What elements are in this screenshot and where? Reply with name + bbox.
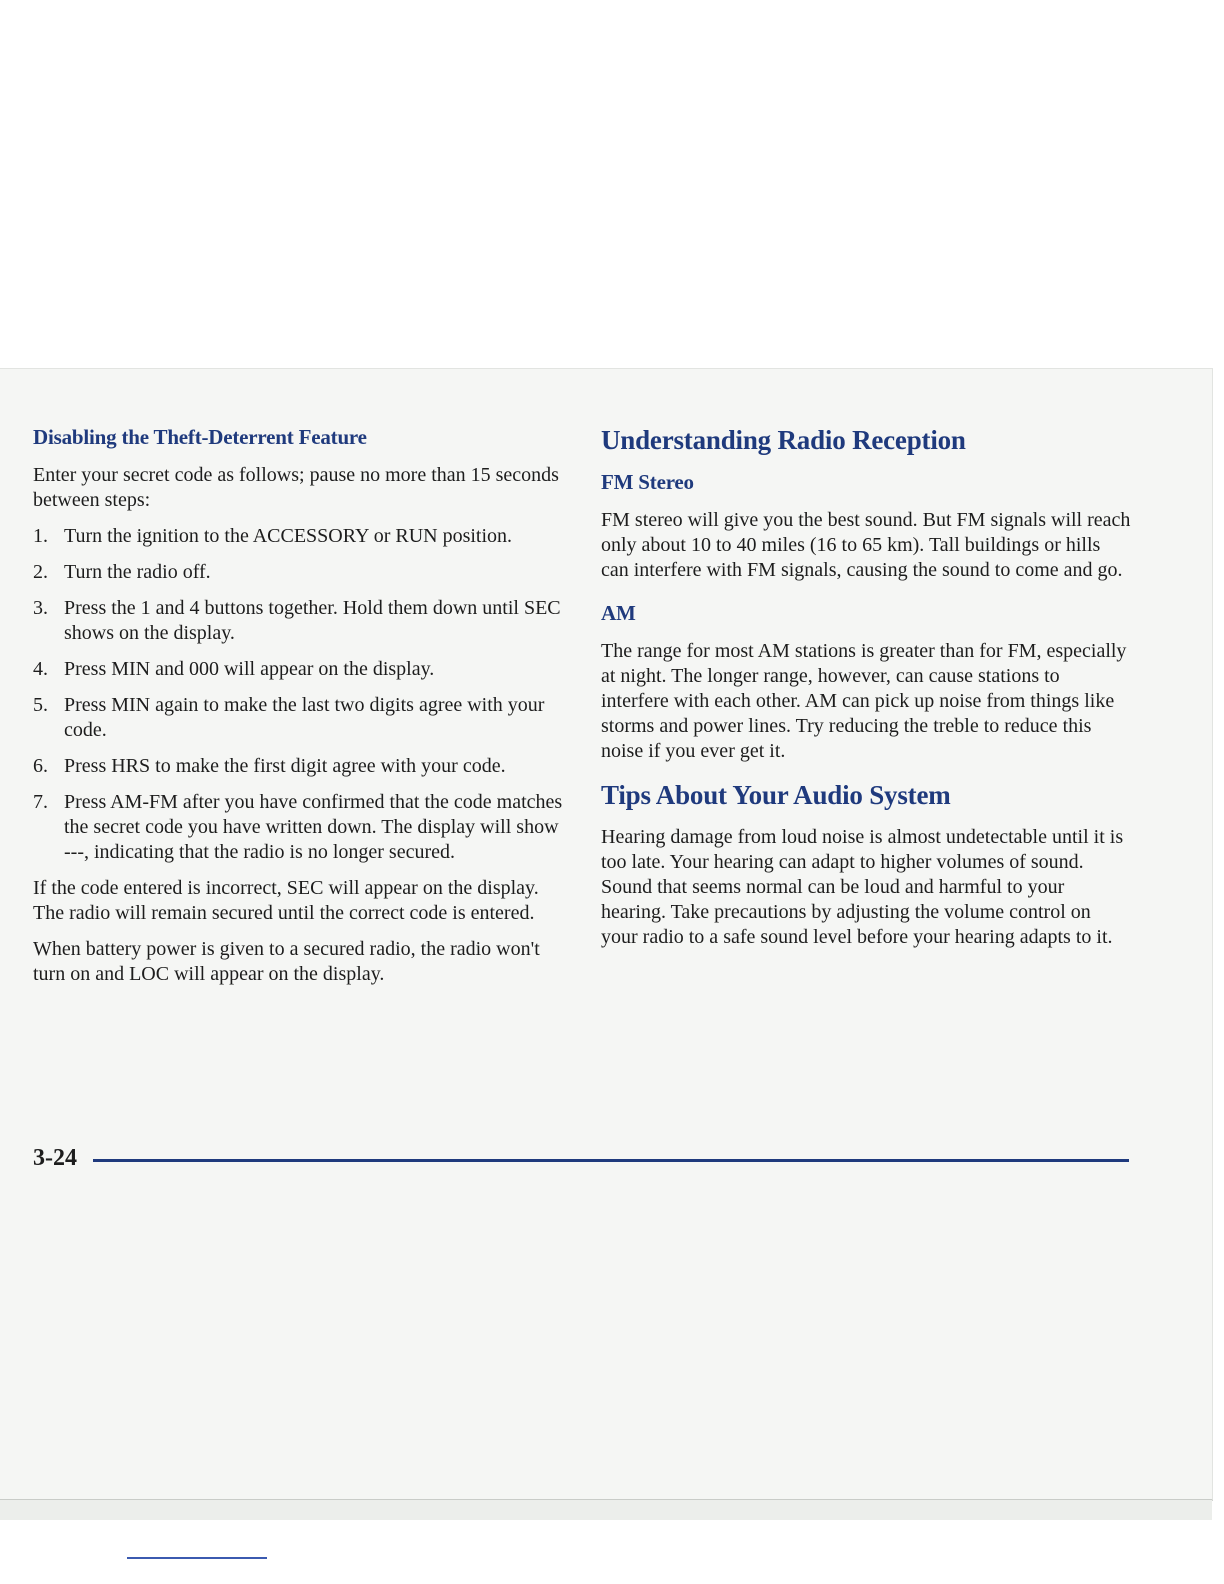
step-number: 2. [33, 561, 48, 583]
stray-rule [127, 1557, 267, 1559]
list-item [33, 754, 563, 779]
list-item [33, 596, 563, 646]
battery-paragraph: When battery power is given to a secured radio, the radio won't turn on and LOC will appear on the display. [33, 938, 540, 985]
theft-deterrent-heading: Disabling the Theft-Deterrent Feature [33, 425, 367, 449]
step-number: 1. [33, 525, 48, 547]
step-text: Press MIN and 000 will appear on the display. [64, 658, 435, 680]
intro-paragraph: Enter your secret code as follows; pause no more than 15 seconds between steps: [33, 464, 559, 511]
am-heading: AM [601, 601, 636, 625]
footer-rule [93, 1159, 1129, 1162]
audio-tips-paragraph: Hearing damage from loud noise is almost undetectable until it is too late. Your hearing can adapt to higher volumes of sound. Sound that seems normal can be loud and harmful to your hearing. Take precautions by adjusting the volume control on your radio to a safe sound level before your hearing adapts to it. [601, 826, 1124, 948]
right-column [601, 425, 1131, 961]
incorrect-code-paragraph: If the code entered is incorrect, SEC will appear on the display. The radio will remain secured until the correct code is entered. [33, 877, 539, 924]
scan-margin [0, 1500, 1212, 1520]
step-text: Press HRS to make the first digit agree with your code. [64, 755, 506, 777]
page-number: 3-24 [33, 1145, 77, 1171]
step-number: 5. [33, 694, 48, 716]
list-item [33, 693, 563, 743]
fm-stereo-heading: FM Stereo [601, 470, 694, 494]
list-item [33, 524, 563, 549]
fm-stereo-paragraph: FM stereo will give you the best sound. But FM signals will reach only about 10 to 40 miles (16 to 65 km). Tall buildings or hills can interfere with FM signals, causing the sound to come and go. [601, 509, 1131, 581]
page-footer [33, 1145, 1129, 1175]
radio-reception-heading: Understanding Radio Reception [601, 425, 966, 455]
step-number: 4. [33, 658, 48, 680]
list-item [33, 560, 563, 585]
step-number: 6. [33, 755, 48, 777]
list-item [33, 790, 563, 865]
steps-list [33, 524, 563, 865]
manual-page [0, 368, 1213, 1501]
step-text: Turn the ignition to the ACCESSORY or RUN position. [64, 525, 513, 547]
step-text: Press MIN again to make the last two digits agree with your code. [64, 694, 545, 741]
step-text: Turn the radio off. [64, 561, 211, 583]
step-number: 7. [33, 791, 48, 813]
am-paragraph: The range for most AM stations is greater than for FM, especially at night. The longer range, however, can cause stations to interfere with each other. AM can pick up noise from things like storms and power lines. Try reducing the treble to reduce this noise if you ever get it. [601, 640, 1127, 762]
step-number: 3. [33, 597, 48, 619]
step-text: Press the 1 and 4 buttons together. Hold them down until SEC shows on the display. [64, 597, 561, 644]
audio-tips-heading: Tips About Your Audio System [601, 780, 951, 810]
left-column [33, 425, 563, 998]
step-text: Press AM-FM after you have confirmed that the code matches the secret code you have written down. The display will show ---, indicating that the radio is no longer secured. [64, 791, 563, 863]
list-item [33, 657, 563, 682]
